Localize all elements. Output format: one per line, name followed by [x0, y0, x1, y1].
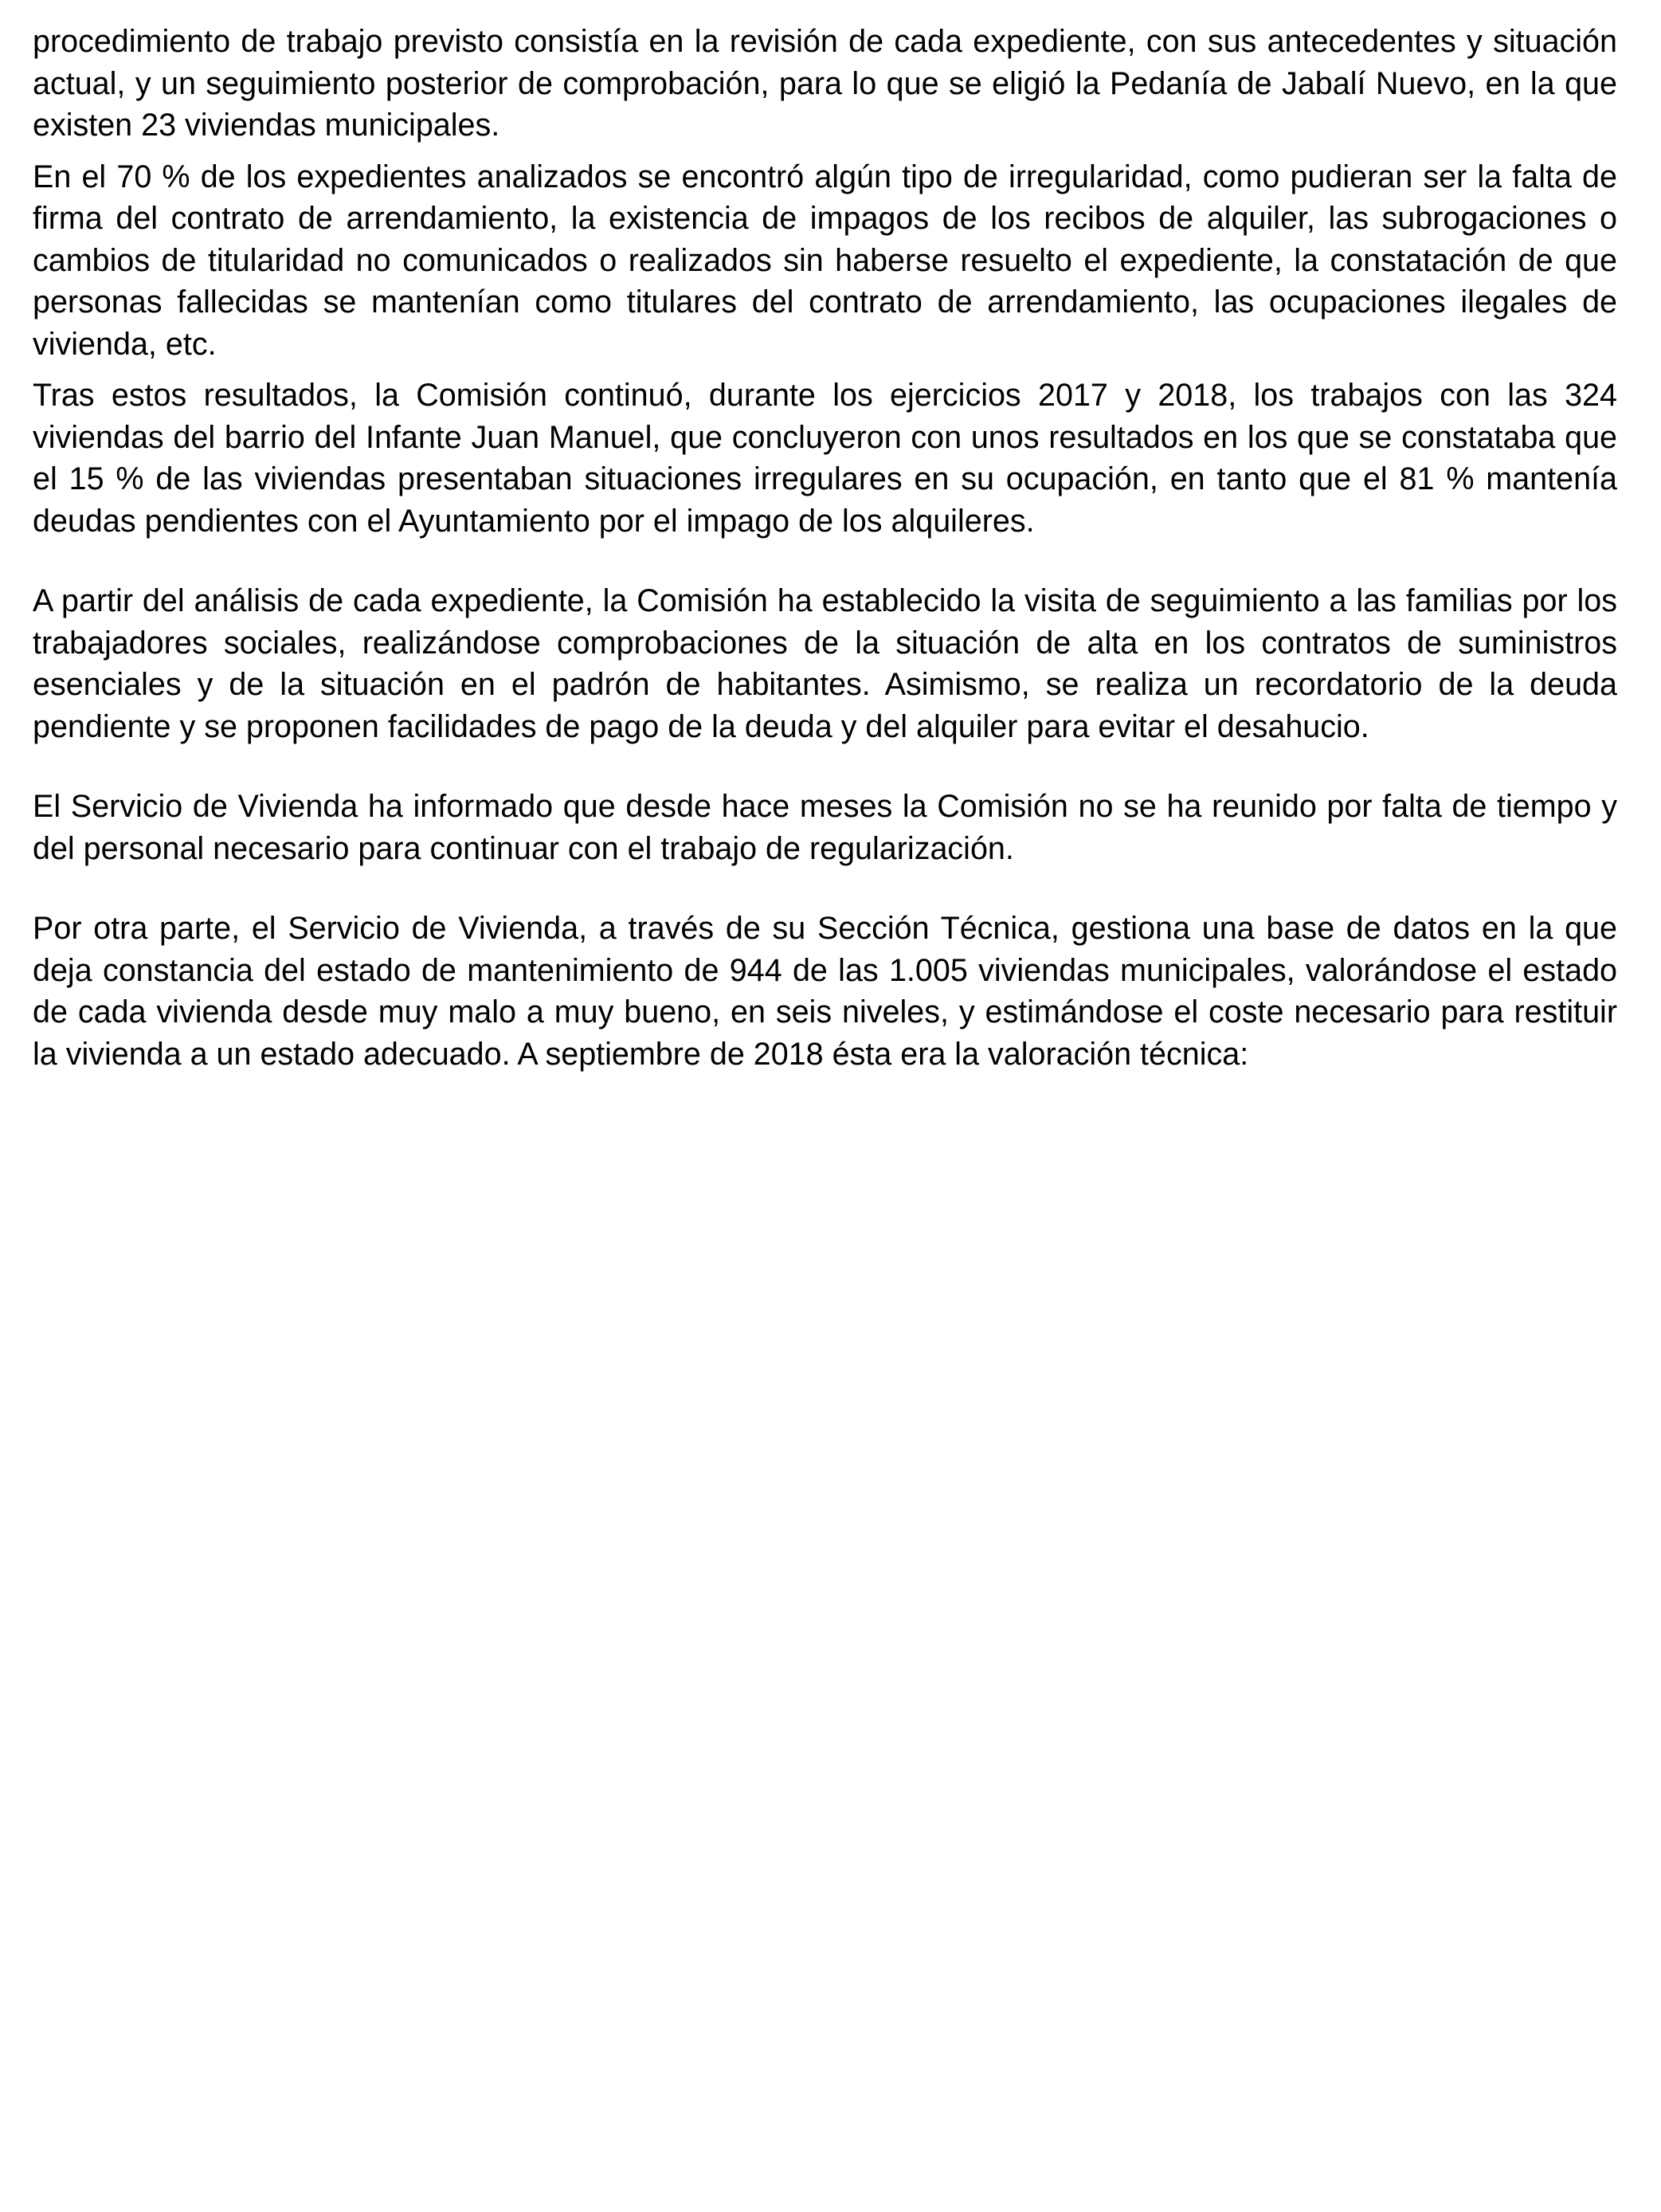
- paragraph-technical-section: Por otra parte, el Servicio de Vivienda, a través de su Sección Técnica, gestiona una base de datos en la que deja constancia del estado de mantenimiento de 944 de las 1.005 viviendas municipales, valorándose el estado de cada vivienda desde muy malo a muy bueno, en seis niveles, y estimándose el coste necesario para restituir la vivienda a un estado adecuado. A septiembre de 2018 ésta era la valoración técnica:: [33, 911, 1617, 1072]
- paragraph-procedure: procedimiento de trabajo previsto consistía en la revisión de cada expediente, con sus antecedentes y situación actual, y un seguimiento posterior de comprobación, para lo que se eligió la Pedanía de Jabalí Nuevo, en la que existen 23 viviendas municipales.: [33, 24, 1617, 143]
- paragraph-commission-status: El Servicio de Vivienda ha informado que desde hace meses la Comisión no se ha reunido por falta de tiempo y del personal necesario para continuar con el trabajo de regularización.: [33, 789, 1617, 866]
- paragraph-follow-up: A partir del análisis de cada expediente, la Comisión ha establecido la visita de seguimiento a las familias por los trabajadores sociales, realizándose comprobaciones de la situación de alta en los contratos de suministros esenciales y de la situación en el padrón de habitantes. Asimismo, se realiza un recordatorio de la deuda pendiente y se proponen facilidades de pago de la deuda y del alquiler para evitar el desahucio.: [33, 583, 1617, 744]
- paragraph-results: Tras estos resultados, la Comisión continuó, durante los ejercicios 2017 y 2018, los trabajos con las 324 viviendas del barrio del Infante Juan Manuel, que concluyeron con unos resultados en los que se constataba que el 15 % de las viviendas presentaban situaciones irregulares en su ocupación, en tanto que el 81 % mantenía deudas pendientes con el Ayuntamiento por el impago de los alquileres.: [33, 378, 1617, 539]
- document-page: [33, 21, 1617, 1075]
- paragraph-irregularities: En el 70 % de los expedientes analizados se encontró algún tipo de irregularidad, como pudieran ser la falta de firma del contrato de arrendamiento, la existencia de impagos de los recibos de alquiler, las subrogaciones o cambios de titularidad no comunicados o realizados sin haberse resuelto el expediente, la constatación de que personas fallecidas se mantenían como titulares del contrato de arrendamiento, las ocupaciones ilegales de vivienda, etc.: [33, 159, 1617, 362]
